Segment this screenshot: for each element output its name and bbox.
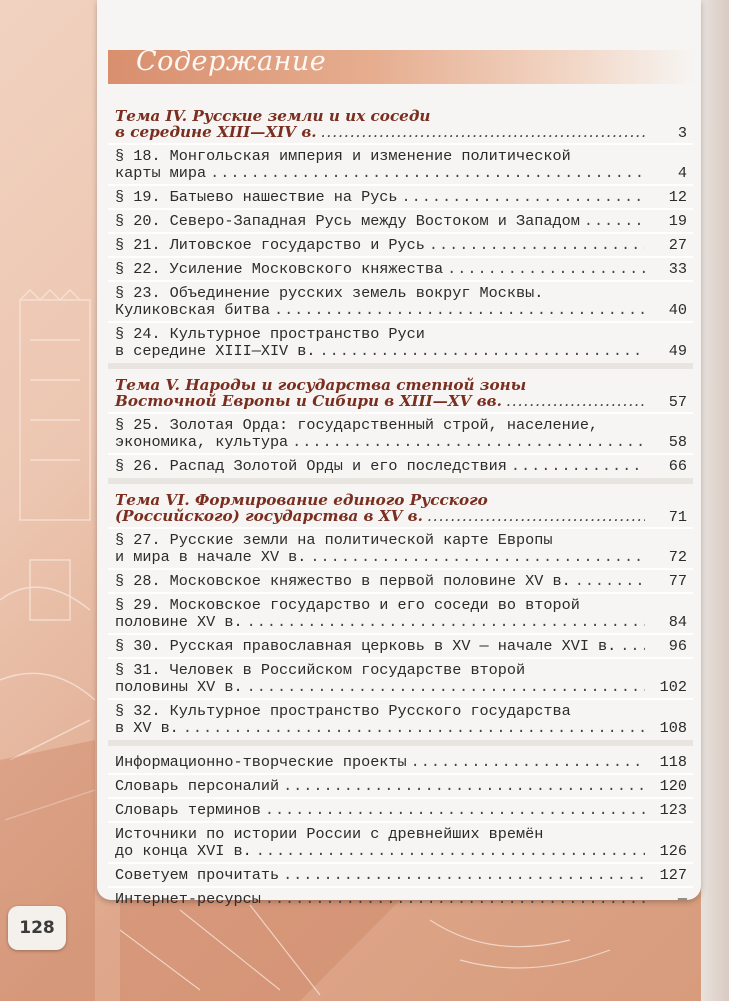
toc-page-number: 77 xyxy=(668,572,687,590)
toc-entry-last-line xyxy=(108,434,693,451)
toc-entry[interactable] xyxy=(108,573,693,590)
toc-entry[interactable] xyxy=(108,213,693,230)
entry-separator xyxy=(108,143,693,145)
toc-entry-line: § 31. Человек в Российском государстве второй xyxy=(115,661,526,679)
entry-separator xyxy=(108,568,693,570)
toc-entry-last-line xyxy=(108,867,693,884)
entry-separator xyxy=(108,256,693,258)
dot-leader xyxy=(292,434,645,451)
dot-leader xyxy=(210,165,645,182)
toc-entry-line: Информационно-творческие проекты xyxy=(115,753,407,771)
dot-leader xyxy=(265,802,645,819)
toc-entry[interactable] xyxy=(108,261,693,278)
toc-page-number: 84 xyxy=(668,613,687,631)
entry-separator xyxy=(108,862,693,864)
toc-entry-last-line xyxy=(108,237,693,254)
entry-separator xyxy=(108,280,693,282)
toc-entry[interactable] xyxy=(108,638,693,655)
toc-page-number: 66 xyxy=(668,457,687,475)
toc-entry-line: Восточной Европы и Сибири в XIII—XV вв. xyxy=(115,392,502,410)
toc-entry-last-line xyxy=(108,124,693,141)
toc-entry-last-line xyxy=(108,754,693,771)
toc-entry-last-line xyxy=(108,549,693,566)
toc-page-number: 102 xyxy=(659,678,687,696)
dot-leader xyxy=(427,508,645,524)
right-page-margin xyxy=(701,0,729,1001)
toc-entry-line: § 21. Литовское государство и Русь xyxy=(115,236,425,254)
toc-page-number: 123 xyxy=(659,801,687,819)
dot-leader xyxy=(402,189,645,206)
entry-separator xyxy=(108,698,693,700)
toc-entry[interactable] xyxy=(108,867,693,884)
toc-page-number: 108 xyxy=(659,719,687,737)
toc-entry-last-line xyxy=(108,679,693,696)
toc-page-number: 57 xyxy=(668,393,687,411)
entry-separator xyxy=(108,478,693,484)
toc-entry-last-line xyxy=(108,638,693,655)
toc-entry[interactable] xyxy=(108,703,693,737)
dot-leader xyxy=(320,343,645,360)
dot-leader xyxy=(283,778,645,795)
toc-page-number: 49 xyxy=(668,342,687,360)
toc-entry-line: Тема V. Народы и государства степной зоны xyxy=(115,376,527,394)
entry-separator xyxy=(108,797,693,799)
toc-entry-last-line xyxy=(108,393,693,410)
toc-page-number: 118 xyxy=(659,753,687,771)
toc-page-number: 72 xyxy=(668,548,687,566)
entry-separator xyxy=(108,232,693,234)
toc-entry-line: и мира в начале XV в. xyxy=(115,548,307,566)
toc-page-number: 40 xyxy=(668,301,687,319)
toc-entry-last-line xyxy=(108,720,693,737)
entry-separator xyxy=(108,821,693,823)
toc-page-number: 58 xyxy=(668,433,687,451)
toc-entry-last-line xyxy=(108,843,693,860)
toc-entry[interactable] xyxy=(108,532,693,566)
toc-entry-line: Источники по истории России с древнейших времён xyxy=(115,825,544,843)
dot-leader xyxy=(310,549,645,566)
toc-entry-line: карты мира xyxy=(115,164,207,182)
toc-entry[interactable] xyxy=(108,778,693,795)
entry-separator xyxy=(108,592,693,594)
toc-entry-last-line xyxy=(108,802,693,819)
toc-entry[interactable] xyxy=(108,826,693,860)
dot-leader xyxy=(506,393,645,409)
toc-entry-line: § 29. Московское государство и его соседи во второй xyxy=(115,596,580,614)
toc-entry-line: (Российского) государства в XV в. xyxy=(115,507,423,525)
dot-leader xyxy=(429,237,645,254)
toc-page-number: 120 xyxy=(659,777,687,795)
entry-separator xyxy=(108,184,693,186)
toc-entry-last-line xyxy=(108,165,693,182)
toc-entry-last-line xyxy=(108,614,693,631)
toc-entry-line: § 18. Монгольская империя и изменение политической xyxy=(115,147,571,165)
toc-entry-line: Интернет-ресурсы xyxy=(115,890,261,908)
toc-page-number: 3 xyxy=(677,124,687,142)
toc-entry[interactable] xyxy=(108,802,693,819)
toc-theme-heading[interactable] xyxy=(108,108,693,141)
toc-entry-line: в XV в. xyxy=(115,719,179,737)
toc-page-number: 33 xyxy=(668,260,687,278)
page-number: 128 xyxy=(19,918,55,938)
entry-separator xyxy=(108,527,693,529)
toc-entry-line: § 19. Батыево нашествие на Русь xyxy=(115,188,398,206)
entry-separator xyxy=(108,773,693,775)
toc-entry[interactable] xyxy=(108,237,693,254)
toc-entry-last-line xyxy=(108,458,693,475)
toc-entry[interactable] xyxy=(108,326,693,360)
entry-separator xyxy=(108,208,693,210)
dot-leader xyxy=(247,614,645,631)
entry-separator xyxy=(108,633,693,635)
dot-leader xyxy=(247,679,645,696)
toc-page-number: 71 xyxy=(668,508,687,526)
toc-entry-line: § 27. Русские земли на политической карте Европы xyxy=(115,531,553,549)
dot-leader xyxy=(584,213,645,230)
toc-entry-last-line xyxy=(108,343,693,360)
toc-entry-last-line xyxy=(108,778,693,795)
toc-entry-last-line xyxy=(108,573,693,590)
toc-page-number: 27 xyxy=(668,236,687,254)
dot-leader xyxy=(620,638,645,655)
toc-entry-line: § 24. Культурное пространство Руси xyxy=(115,325,425,343)
toc-entry[interactable] xyxy=(108,597,693,631)
toc-entry[interactable] xyxy=(108,662,693,696)
dot-leader xyxy=(411,754,645,771)
dot-leader xyxy=(283,867,645,884)
table-of-contents xyxy=(108,108,693,908)
toc-entry-line: § 20. Северо-Западная Русь между Востоком и Западом xyxy=(115,212,580,230)
entry-separator xyxy=(108,740,693,746)
toc-entry-line: § 32. Культурное пространство Русского государства xyxy=(115,702,571,720)
entry-separator xyxy=(108,886,693,888)
toc-entry-line: до конца XVI в. xyxy=(115,842,252,860)
entry-separator xyxy=(108,412,693,414)
dot-leader xyxy=(511,458,645,475)
toc-entry-line: § 22. Усиление Московского княжества xyxy=(115,260,444,278)
toc-entry-line: § 28. Московское княжество в первой половине XV в. xyxy=(115,572,571,590)
toc-entry-last-line xyxy=(108,213,693,230)
toc-entry[interactable] xyxy=(108,754,693,771)
dot-leader xyxy=(575,573,645,590)
toc-entry-last-line xyxy=(108,891,693,908)
dot-leader xyxy=(321,124,645,140)
toc-entry-line: Куликовская битва xyxy=(115,301,270,319)
entry-separator xyxy=(108,363,693,369)
toc-entry[interactable] xyxy=(108,189,693,206)
toc-entry[interactable] xyxy=(108,458,693,475)
toc-entry-last-line xyxy=(108,508,693,525)
entry-separator xyxy=(108,453,693,455)
dot-leader xyxy=(256,843,645,860)
toc-entry-line: Тема VI. Формирование единого Русского xyxy=(115,491,488,509)
toc-entry[interactable] xyxy=(108,417,693,451)
toc-entry-line: Советуем прочитать xyxy=(115,866,280,884)
toc-page-number: 96 xyxy=(668,637,687,655)
toc-entry-line: половине XV в. xyxy=(115,613,243,631)
dot-leader xyxy=(447,261,645,278)
toc-entry-line: в середине XIII—XIV в. xyxy=(115,342,316,360)
toc-entry[interactable] xyxy=(108,148,693,182)
toc-entry-line: Словарь терминов xyxy=(115,801,261,819)
dot-leader xyxy=(183,720,645,737)
toc-entry-line: в середине XIII—XIV в. xyxy=(115,123,317,141)
toc-entry-line: экономика, культура xyxy=(115,433,289,451)
toc-entry-last-line xyxy=(108,302,693,319)
toc-page-number: 4 xyxy=(677,164,687,182)
toc-entry-last-line xyxy=(108,189,693,206)
page-title: Содержание xyxy=(136,46,327,77)
entry-separator xyxy=(108,657,693,659)
toc-page-number: 12 xyxy=(668,188,687,206)
toc-entry-line: Словарь персоналий xyxy=(115,777,280,795)
toc-entry-line: половины XV в. xyxy=(115,678,243,696)
toc-entry-line: § 25. Золотая Орда: государственный строй, население, xyxy=(115,416,599,434)
toc-entry-line: § 23. Объединение русских земель вокруг Москвы. xyxy=(115,284,544,302)
toc-entry-line: § 30. Русская православная церковь в XV — начале XVI в. xyxy=(115,637,617,655)
toc-entry-line: § 26. Распад Золотой Орды и его последствия xyxy=(115,457,507,475)
toc-page-number: 19 xyxy=(668,212,687,230)
toc-theme-heading[interactable] xyxy=(108,377,693,410)
toc-theme-heading[interactable] xyxy=(108,492,693,525)
toc-page-number: 127 xyxy=(659,866,687,884)
toc-entry[interactable] xyxy=(108,285,693,319)
page-number-badge xyxy=(8,906,66,950)
toc-entry-last-line xyxy=(108,261,693,278)
toc-entry[interactable] xyxy=(108,891,693,908)
toc-page-number: — xyxy=(677,890,687,908)
toc-entry-line: Тема IV. Русские земли и их соседи xyxy=(115,107,431,125)
entry-separator xyxy=(108,321,693,323)
dot-leader xyxy=(274,302,645,319)
toc-page-number: 126 xyxy=(659,842,687,860)
dot-leader xyxy=(265,891,645,908)
